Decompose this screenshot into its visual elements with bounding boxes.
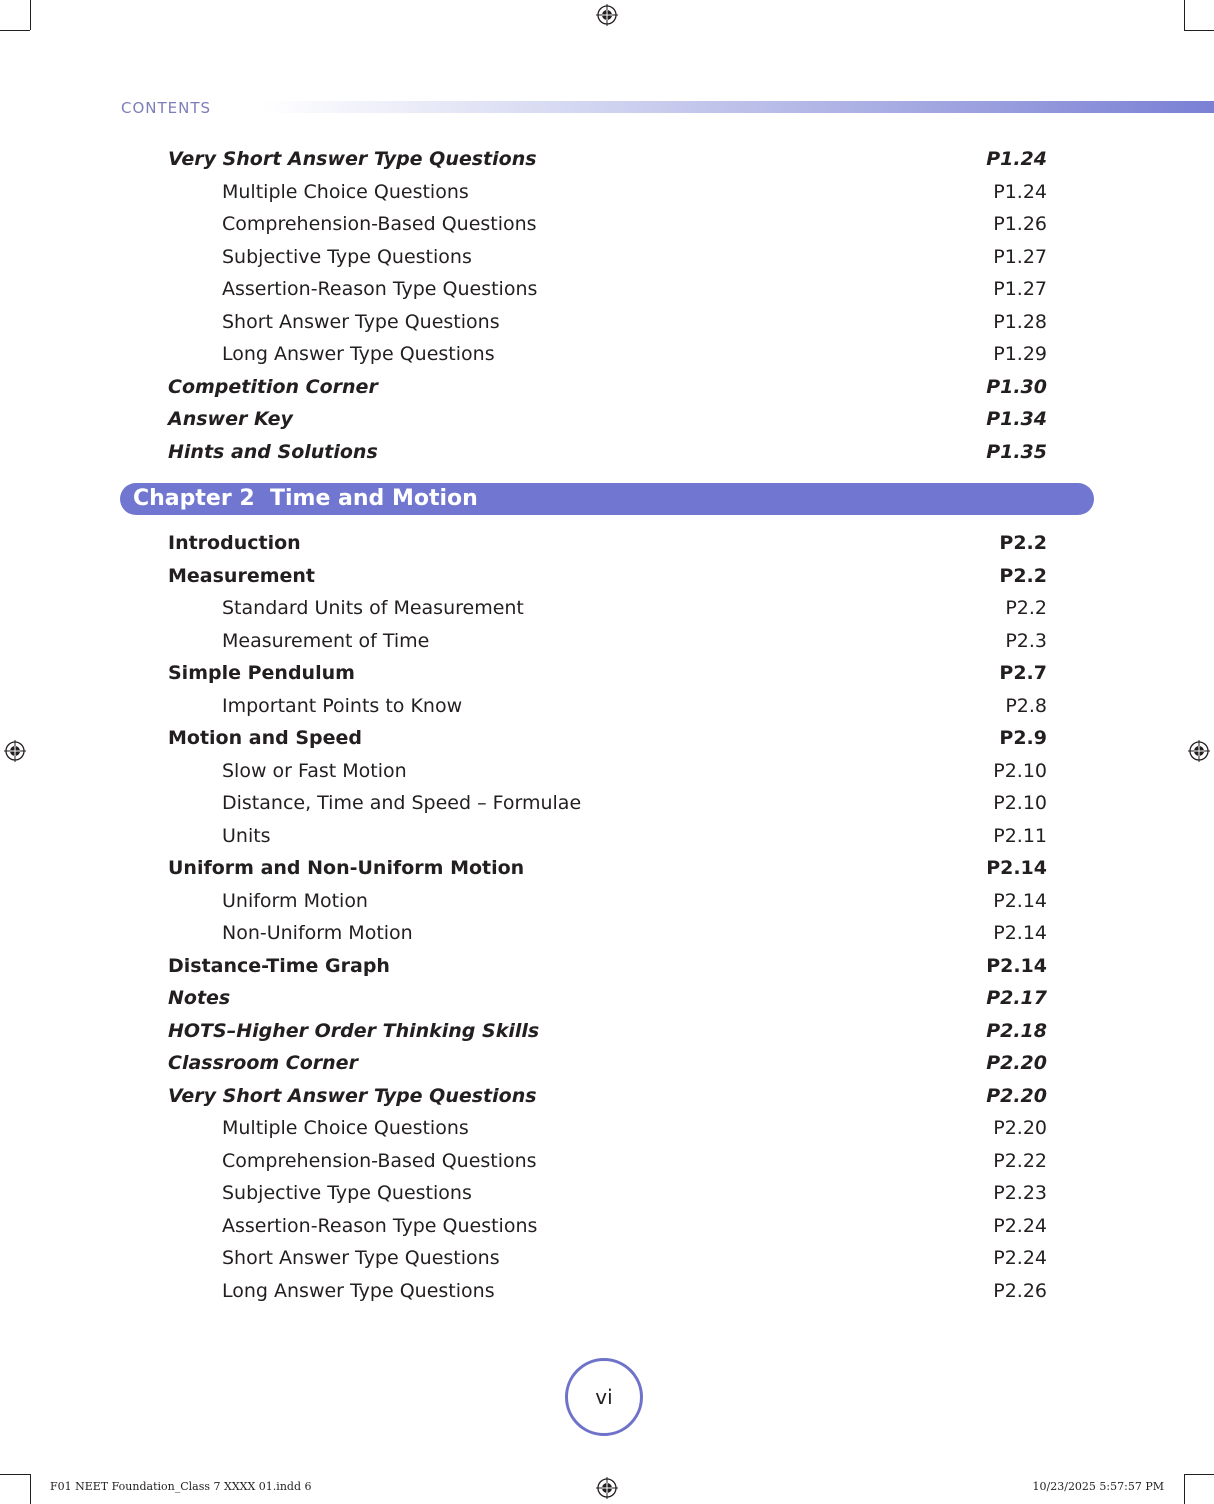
toc-entry [0,1081,1214,1111]
toc-entry-title: Uniform Motion [222,889,368,912]
crop-mark [30,0,31,30]
toc-entry-page: P2.20 [986,1052,1047,1074]
toc-entry-title: Comprehension-Based Questions [222,1149,537,1172]
toc-entry [0,1016,1214,1046]
toc-entry-title: Very Short Answer Type Questions [168,148,537,170]
toc-entry [0,437,1214,467]
crop-mark [0,30,30,31]
toc-entry-title: Hints and Solutions [168,440,378,463]
toc-entry [0,1146,1214,1176]
toc-entry-page: P2.23 [993,1182,1047,1204]
running-header: CONTENTS [121,99,212,117]
toc-entry-page: P2.14 [993,922,1047,944]
toc-entry [0,242,1214,272]
toc-entry-page: P2.9 [999,727,1047,749]
toc-entry-page: P2.20 [993,1117,1047,1139]
registration-mark-icon [596,4,618,26]
toc-entry [0,756,1214,786]
toc-entry-title: Long Answer Type Questions [222,1279,495,1302]
toc-entry-title: Assertion-Reason Type Questions [222,1214,538,1237]
crop-mark [1184,30,1214,31]
toc-entry [0,144,1214,174]
toc-entry [0,886,1214,916]
toc-entry-page: P2.14 [993,889,1047,912]
toc-entry-title: Units [222,824,271,847]
toc-entry [0,1243,1214,1273]
toc-entry-page: P2.7 [999,662,1047,684]
toc-entry-title: Measurement [168,564,315,587]
toc-entry [0,1178,1214,1208]
toc-entry-page: P2.24 [993,1214,1047,1237]
toc-entry-page: P2.10 [993,759,1047,782]
page-number-badge [565,1358,643,1436]
toc-entry-title: Uniform and Non-Uniform Motion [168,857,525,879]
toc-entry-page: P2.2 [1005,597,1047,619]
toc-entry-title: Important Points to Know [222,694,463,717]
toc-entry-page: P2.17 [986,987,1047,1009]
toc-entry-page: P2.22 [993,1149,1047,1172]
toc-entry-page: P2.14 [986,857,1047,879]
crop-mark [0,1474,30,1475]
crop-mark [1184,1474,1214,1475]
toc-entry-page: P2.24 [993,1247,1047,1269]
toc-entry [0,918,1214,948]
toc-entry [0,1048,1214,1078]
toc-entry-title: Subjective Type Questions [222,1182,472,1204]
toc-entry-title: Assertion-Reason Type Questions [222,278,538,300]
toc-entry [0,821,1214,851]
toc-entry-title: Multiple Choice Questions [222,1117,469,1139]
page-number: vi [595,1385,613,1409]
toc-entry [0,626,1214,656]
toc-entry [0,561,1214,591]
toc-entry [0,691,1214,721]
toc-entry-title: Classroom Corner [168,1052,358,1074]
toc-entry-title: Long Answer Type Questions [222,343,495,365]
toc-entry-page: P2.2 [999,564,1047,587]
toc-entry [0,1211,1214,1241]
registration-mark-icon [596,1477,618,1499]
header-gradient-bar [262,101,1214,113]
chapter-heading-bar [120,483,1094,515]
toc-entry-page: P2.11 [993,824,1047,847]
toc-entry [0,593,1214,623]
toc-entry-page: P1.27 [993,245,1047,268]
toc-entry-title: Introduction [168,532,301,554]
toc-entry-title: Non-Uniform Motion [222,922,413,944]
toc-entry-title: Distance, Time and Speed – Formulae [222,792,582,814]
toc-entry-page: P2.3 [1005,629,1047,652]
crop-mark [1184,0,1185,30]
crop-mark [30,1474,31,1504]
print-slug-right: 10/23/2025 5:57:57 PM [1032,1480,1164,1493]
toc-entry-page: P1.24 [986,148,1047,170]
toc-entry-page: P1.26 [993,213,1047,235]
toc-entry [0,209,1214,239]
toc-entry-title: Very Short Answer Type Questions [168,1084,537,1107]
toc-entry [0,372,1214,402]
toc-entry [0,307,1214,337]
toc-entry [0,404,1214,434]
toc-entry-page: P1.29 [993,343,1047,365]
toc-entry-page: P2.20 [986,1084,1047,1107]
crop-mark [1184,1474,1185,1504]
toc-entry-title: Distance-Time Graph [168,954,390,977]
toc-entry [0,788,1214,818]
toc-entry [0,723,1214,753]
toc-entry-title: Competition Corner [168,375,378,398]
toc-entry [0,983,1214,1013]
toc-entry-title: Multiple Choice Questions [222,180,469,203]
toc-entry [0,658,1214,688]
toc-entry-page: P1.35 [986,440,1047,463]
print-slug-left: F01 NEET Foundation_Class 7 XXXX 01.indd 6 [50,1480,312,1493]
toc-entry-title: Short Answer Type Questions [222,310,500,333]
toc-entry-title: Slow or Fast Motion [222,759,407,782]
toc-entry [0,1276,1214,1306]
toc-entry-title: Simple Pendulum [168,662,355,684]
toc-entry-title: Comprehension-Based Questions [222,213,537,235]
toc-entry-title: Subjective Type Questions [222,245,472,268]
toc-entry-page: P1.28 [993,310,1047,333]
toc-entry-title: Motion and Speed [168,727,362,749]
toc-entry-title: Notes [168,987,231,1009]
toc-entry-page: P2.10 [993,792,1047,814]
toc-entry-page: P2.14 [986,954,1047,977]
toc-entry-title: Short Answer Type Questions [222,1247,500,1269]
toc-entry [0,339,1214,369]
chapter-title: Time and Motion [270,486,478,511]
toc-entry-page: P1.30 [986,375,1047,398]
toc-entry-page: P2.26 [993,1279,1047,1302]
toc-entry [0,177,1214,207]
toc-entry-page: P2.18 [986,1019,1047,1042]
toc-entry [0,274,1214,304]
toc-entry-page: P1.27 [993,278,1047,300]
toc-entry [0,951,1214,981]
toc-entry-page: P1.34 [986,408,1047,430]
toc-entry-page: P2.2 [999,532,1047,554]
toc-entry-page: P2.8 [1005,694,1047,717]
toc-entry [0,528,1214,558]
toc-entry-page: P1.24 [993,180,1047,203]
toc-entry [0,853,1214,883]
toc-entry-title: HOTS–Higher Order Thinking Skills [168,1019,540,1042]
toc-entry [0,1113,1214,1143]
toc-entry-title: Answer Key [168,408,293,430]
chapter-number: Chapter 2 [133,486,255,511]
toc-entry-title: Measurement of Time [222,629,430,652]
toc-entry-title: Standard Units of Measurement [222,597,524,619]
